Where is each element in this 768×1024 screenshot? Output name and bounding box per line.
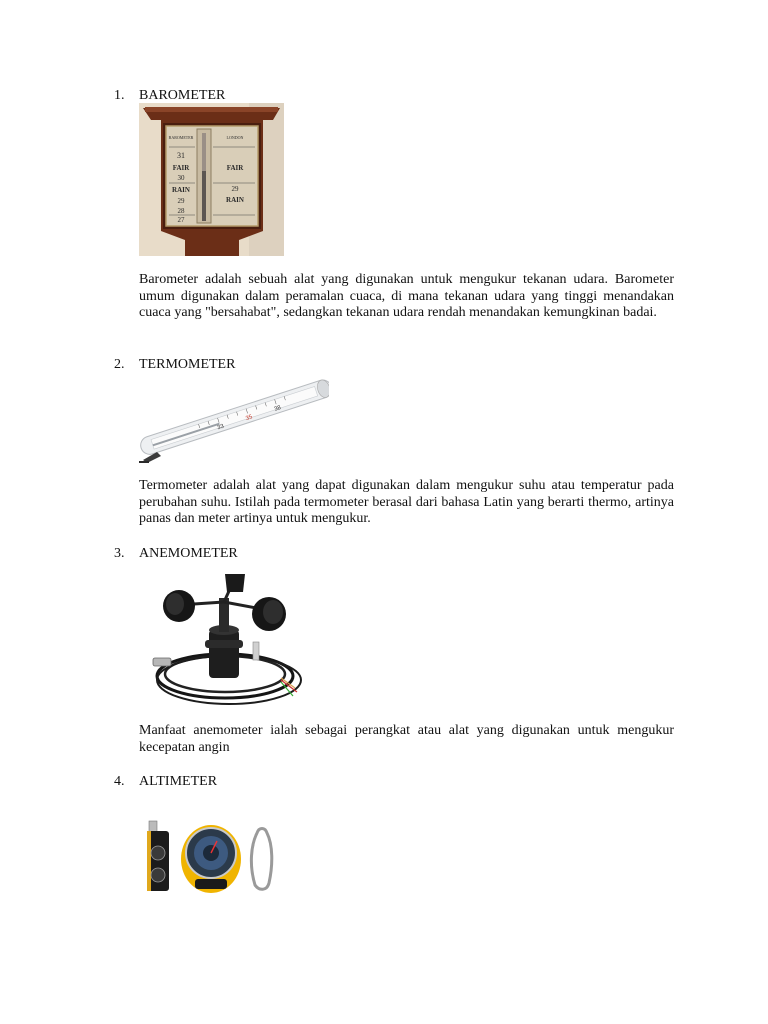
heading-number: 2. xyxy=(114,357,125,372)
altimeter-photo xyxy=(139,815,284,895)
heading-title: BAROMETER xyxy=(139,88,226,103)
heading-title: ALTIMETER xyxy=(139,774,218,789)
heading-title: TERMOMETER xyxy=(139,357,236,372)
svg-text:BAROMETER: BAROMETER xyxy=(168,135,194,140)
heading-termometer xyxy=(114,357,235,373)
heading-barometer xyxy=(114,88,225,104)
barometer-label: FAIR xyxy=(226,164,244,172)
termometer-description: Termometer adalah alat yang dapat digunakan dalam mengukur suhu atau temperatur pada perubahan suhu. Istilah pada termometer berasal dari bahasa Latin yang berarti thermo, artinya panas dan meter artinya untuk mengukur. xyxy=(139,478,674,527)
heading-anemometer xyxy=(114,546,238,562)
heading-number: 3. xyxy=(114,546,125,561)
barometer-label: 28 xyxy=(177,207,185,215)
svg-text:LONDON: LONDON xyxy=(226,135,244,140)
heading-number: 4. xyxy=(114,774,125,789)
barometer-photo xyxy=(139,103,284,256)
barometer-label: RAIN xyxy=(226,196,244,204)
anemometer-description: Manfaat anemometer ialah sebagai perangkat atau alat yang digunakan untuk mengukur kecepatan angin xyxy=(139,723,674,755)
heading-altimeter xyxy=(114,774,217,790)
barometer-label: 30 xyxy=(177,174,185,182)
thermometer-label: 38 xyxy=(273,405,282,413)
barometer-label: 29 xyxy=(177,197,185,205)
barometer-label: 27 xyxy=(177,216,185,224)
barometer-label: 29 xyxy=(231,185,239,193)
barometer-label: 31 xyxy=(177,151,185,160)
thermometer-label: 35 xyxy=(245,414,254,423)
thermometer-photo xyxy=(139,376,329,464)
barometer-label: FAIR xyxy=(172,164,190,172)
heading-number: 1. xyxy=(114,88,125,103)
anemometer-photo xyxy=(139,570,311,708)
thermometer-label: 33 xyxy=(216,423,225,432)
heading-title: ANEMOMETER xyxy=(139,546,238,561)
barometer-description: Barometer adalah sebuah alat yang digunakan untuk mengukur tekanan udara. Barometer umum digunakan dalam peramalan cuaca, di mana tekanan udara yang tinggi menandakan cuaca yang "bersahabat", sedangkan tekanan udara rendah menandakan kemungkinan badai. xyxy=(139,272,674,321)
barometer-label: RAIN xyxy=(172,186,190,194)
